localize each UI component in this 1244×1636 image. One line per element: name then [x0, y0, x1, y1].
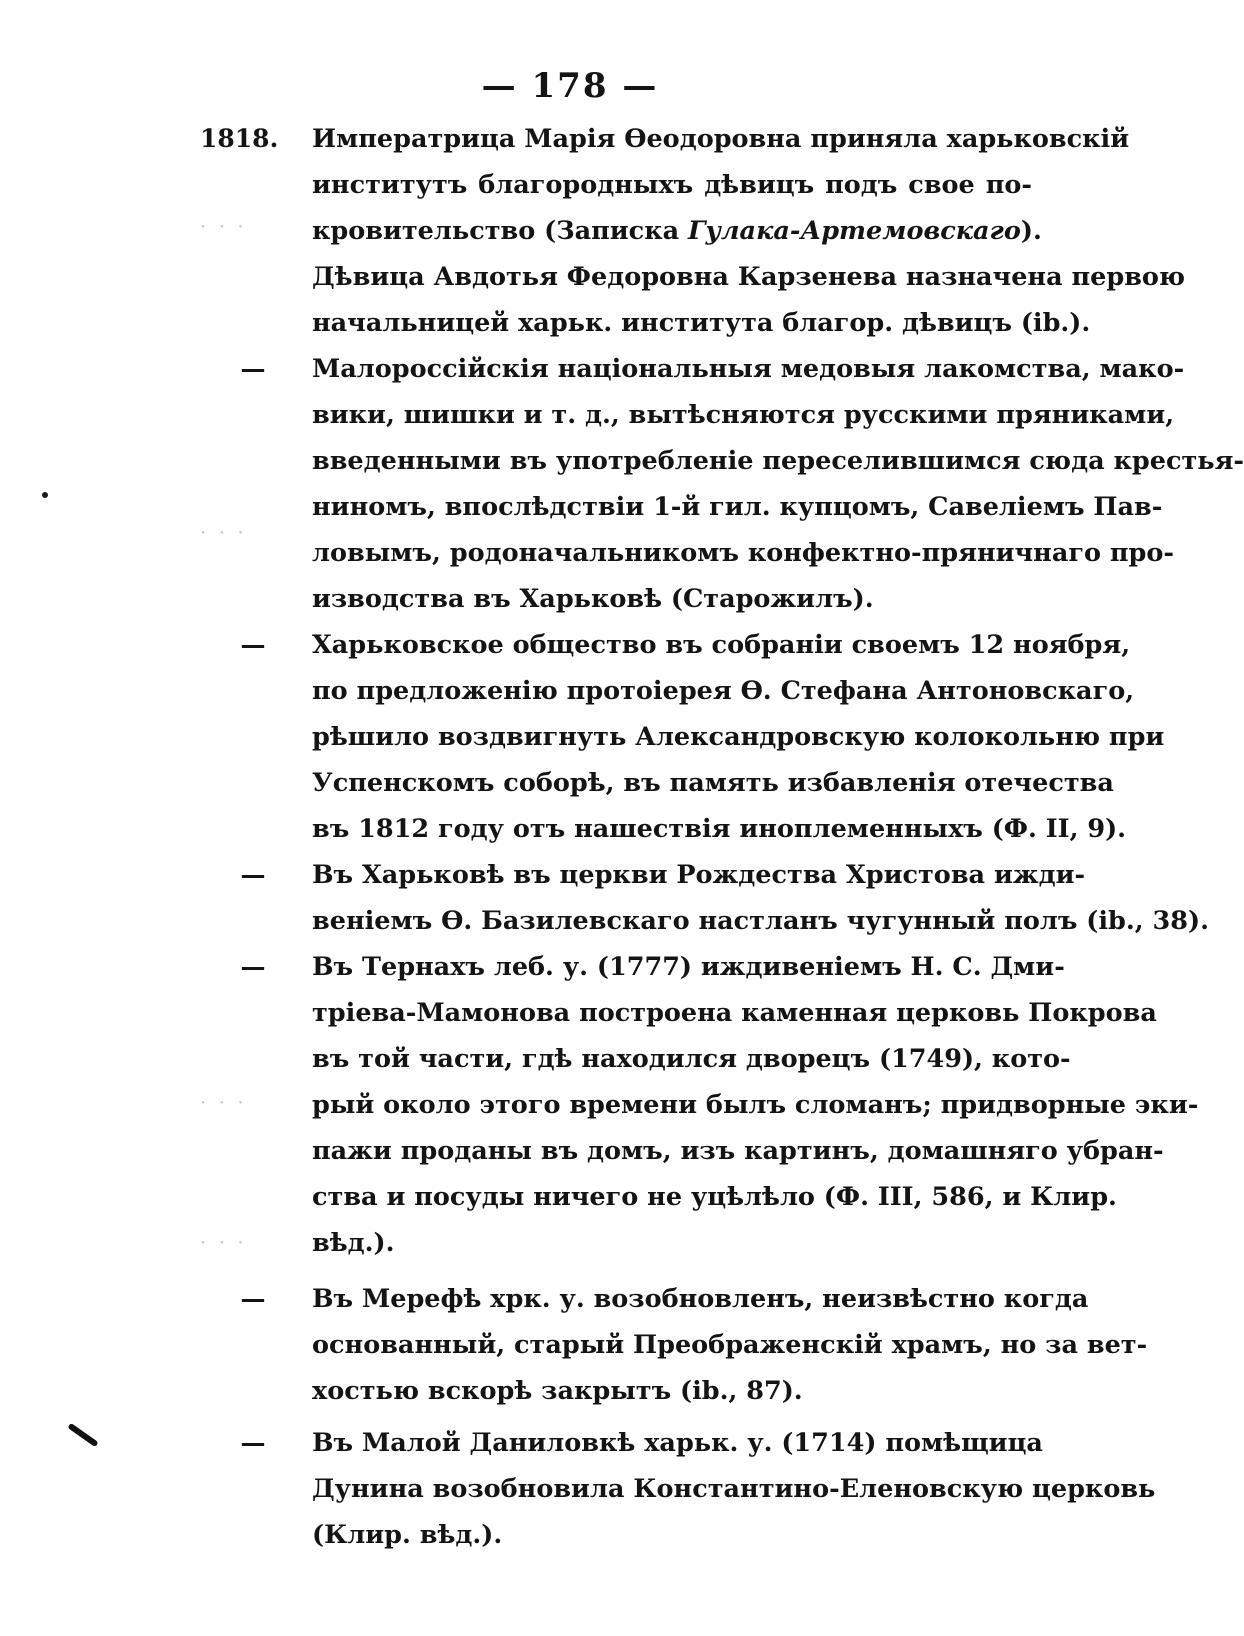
text-line: въ той части, гдѣ находился дворецъ (1749), кото-: [312, 1044, 1071, 1074]
bleed-through-mark: · · ·: [200, 214, 247, 238]
entry-dash: —: [240, 354, 266, 383]
bleed-through-mark: · · ·: [200, 1090, 247, 1114]
entry-dash: —: [240, 952, 266, 981]
chronicle-entry: [0, 254, 1186, 346]
entry-dash: —: [240, 1428, 266, 1457]
page-number: — 178 —: [481, 66, 659, 106]
text-line: Въ Мерефѣ хрк. у. возобновленъ, неизвѣстно когда: [312, 1284, 1089, 1314]
text-line: ниномъ, впослѣдствіи 1-й гил. купцомъ, Савеліемъ Пав-: [312, 492, 1163, 522]
entry-year: 1818.: [200, 124, 279, 153]
text-line: въ 1812 году отъ нашествія иноплеменныхъ (Ф. II, 9).: [312, 814, 1127, 844]
chronicle-entry: [0, 346, 1244, 622]
text-line: рѣшило воздвигнуть Александровскую колокольню при: [312, 722, 1165, 752]
text-line: Дунина возобновила Константино-Еленовскую церковь: [312, 1474, 1156, 1504]
text-line: ства и посуды ничего не уцѣлѣло (Ф. III, 586, и Клир.: [312, 1182, 1117, 1212]
main-text: [0, 116, 1244, 1558]
chronicle-entry: [0, 852, 1209, 944]
text-line: вики, шишки и т. д., вытѣсняются русскими пряниками,: [312, 400, 1175, 430]
text-line: тріева-Мамонова построена каменная церковь Покрова: [312, 998, 1157, 1028]
text-line: Въ Харьковѣ въ церкви Рождества Христова ижди-: [312, 860, 1086, 890]
text-line: Малороссійскія національныя медовыя лакомства, мако-: [312, 354, 1185, 384]
italic-citation: Гулака-Артемовскаго: [688, 216, 1021, 246]
text-line: хостью вскорѣ закрытъ (ib., 87).: [312, 1376, 803, 1406]
chronicle-entry: [0, 622, 1165, 852]
text-line: Въ Малой Даниловкѣ харьк. у. (1714) помѣщица: [312, 1428, 1043, 1458]
bleed-through-mark: · · ·: [200, 520, 247, 544]
text-line: Успенскомъ соборѣ, въ память избавленія отечества: [312, 768, 1114, 798]
text-line: институтъ благородныхъ дѣвицъ подъ свое по-: [312, 170, 1032, 200]
text-line: кровительство (Записка Гулака-Артемовскаго).: [312, 216, 1042, 246]
chronicle-entry: [0, 116, 1140, 254]
text-line: (Клир. вѣд.).: [312, 1520, 503, 1550]
text-line: Харьковское общество въ собраніи своемъ 12 ноября,: [312, 630, 1131, 660]
text-line: пажи проданы въ домъ, изъ картинъ, домашняго убран-: [312, 1136, 1164, 1166]
chronicle-entry: [0, 1276, 1148, 1414]
bleed-through-mark: · · ·: [200, 1230, 247, 1254]
chronicle-entry: [0, 1420, 1156, 1558]
entry-dash: —: [240, 1284, 266, 1313]
text-line: изводства въ Харьковѣ (Старожилъ).: [312, 584, 874, 614]
text-line: рый около этого времени былъ сломанъ; придворные эки-: [312, 1090, 1199, 1120]
text-line: по предложенію протоіерея Ө. Стефана Антоновскаго,: [312, 676, 1135, 706]
entry-dash: —: [240, 630, 266, 659]
text-line: Въ Тернахъ леб. у. (1777) иждивеніемъ Н. С. Дми-: [312, 952, 1065, 982]
text-line: ловымъ, родоначальникомъ конфектно-пряничнаго про-: [312, 538, 1174, 568]
text-line: введенными въ употребленіе переселившимся сюда крестья-: [312, 446, 1244, 476]
text-line: вѣд.).: [312, 1228, 395, 1258]
entry-dash: —: [240, 860, 266, 889]
text-line: начальницей харьк. института благор. дѣвицъ (ib.).: [312, 308, 1091, 338]
text-line: Императрица Марія Өеодоровна приняла харьковскій: [312, 124, 1130, 154]
text-line: веніемъ Ө. Базилевскаго настланъ чугунный полъ (ib., 38).: [312, 906, 1209, 936]
text-line: Дѣвица Авдотья Федоровна Карзенева назначена первою: [312, 262, 1186, 292]
text-line: основанный, старый Преображенскій храмъ, но за вет-: [312, 1330, 1148, 1360]
chronicle-entry: [0, 944, 1199, 1266]
